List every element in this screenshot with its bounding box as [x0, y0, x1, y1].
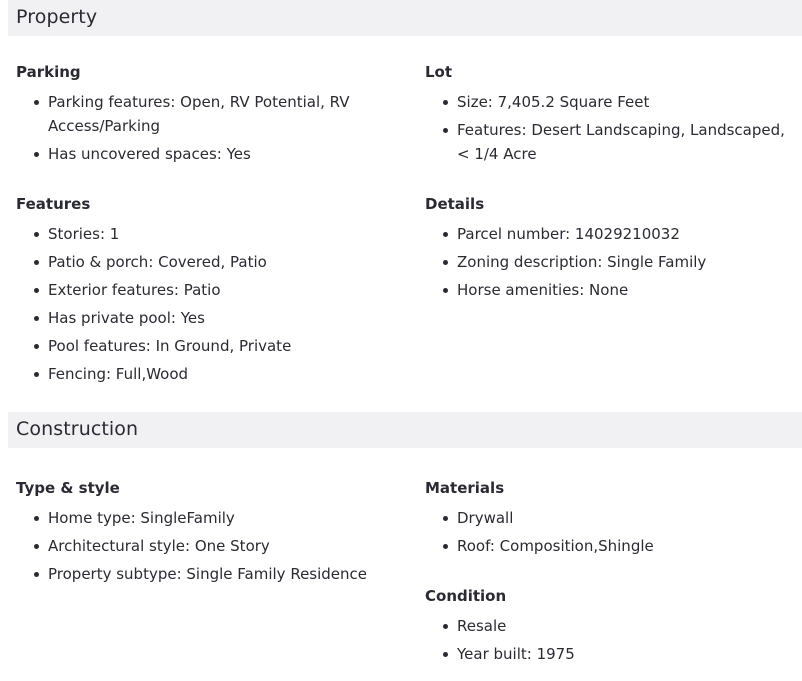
list-item: Features: Desert Landscaping, Landscaped, < 1/4 Acre — [425, 118, 797, 166]
list-item: Fencing: Full,Wood — [16, 362, 396, 386]
bullet-icon — [443, 516, 448, 521]
bullet-icon — [34, 288, 39, 293]
bullet-icon — [34, 260, 39, 265]
condition-group — [425, 586, 797, 670]
features-list — [16, 222, 396, 386]
type-style-group — [16, 478, 396, 590]
list-item: Property subtype: Single Family Residence — [16, 562, 396, 586]
bullet-icon — [34, 372, 39, 377]
materials-list — [425, 506, 797, 558]
list-item: Zoning description: Single Family — [425, 250, 797, 274]
bullet-icon — [443, 652, 448, 657]
bullet-icon — [443, 544, 448, 549]
list-item: Patio & porch: Covered, Patio — [16, 250, 396, 274]
list-item: Drywall — [425, 506, 797, 530]
bullet-icon — [34, 152, 39, 157]
list-item: Size: 7,405.2 Square Feet — [425, 90, 797, 114]
bullet-icon — [34, 572, 39, 577]
lot-title: Lot — [425, 63, 453, 81]
property-section-title: Property — [16, 6, 98, 28]
property-section-header — [8, 0, 802, 36]
materials-title: Materials — [425, 479, 505, 497]
list-item: Resale — [425, 614, 797, 638]
features-group — [16, 194, 396, 390]
bullet-icon — [443, 288, 448, 293]
construction-section-title: Construction — [16, 418, 139, 440]
materials-group — [425, 478, 797, 562]
lot-group — [425, 62, 797, 170]
list-item: Architectural style: One Story — [16, 534, 396, 558]
condition-list — [425, 614, 797, 666]
lot-list — [425, 90, 797, 166]
bullet-icon — [443, 128, 448, 133]
list-item: Pool features: In Ground, Private — [16, 334, 396, 358]
parking-title: Parking — [16, 63, 81, 81]
list-item: Roof: Composition,Shingle — [425, 534, 797, 558]
features-title: Features — [16, 195, 91, 213]
bullet-icon — [34, 544, 39, 549]
list-item: Stories: 1 — [16, 222, 396, 246]
type-style-title: Type & style — [16, 479, 120, 497]
bullet-icon — [443, 260, 448, 265]
bullet-icon — [443, 624, 448, 629]
parking-list — [16, 90, 396, 166]
list-item: Horse amenities: None — [425, 278, 797, 302]
list-item: Home type: SingleFamily — [16, 506, 396, 530]
list-item: Parcel number: 14029210032 — [425, 222, 797, 246]
construction-section-header — [8, 412, 802, 448]
condition-title: Condition — [425, 587, 507, 605]
details-list — [425, 222, 797, 302]
bullet-icon — [34, 232, 39, 237]
parking-group — [16, 62, 396, 170]
list-item: Exterior features: Patio — [16, 278, 396, 302]
list-item: Parking features: Open, RV Potential, RV Access/Parking — [16, 90, 358, 138]
details-title: Details — [425, 195, 485, 213]
bullet-icon — [443, 232, 448, 237]
bullet-icon — [34, 516, 39, 521]
list-item: Has uncovered spaces: Yes — [16, 142, 396, 166]
list-item: Has private pool: Yes — [16, 306, 396, 330]
type-style-list — [16, 506, 396, 586]
bullet-icon — [34, 344, 39, 349]
bullet-icon — [443, 100, 448, 105]
details-group — [425, 194, 797, 306]
bullet-icon — [34, 316, 39, 321]
bullet-icon — [34, 100, 39, 105]
list-item: Year built: 1975 — [425, 642, 797, 666]
